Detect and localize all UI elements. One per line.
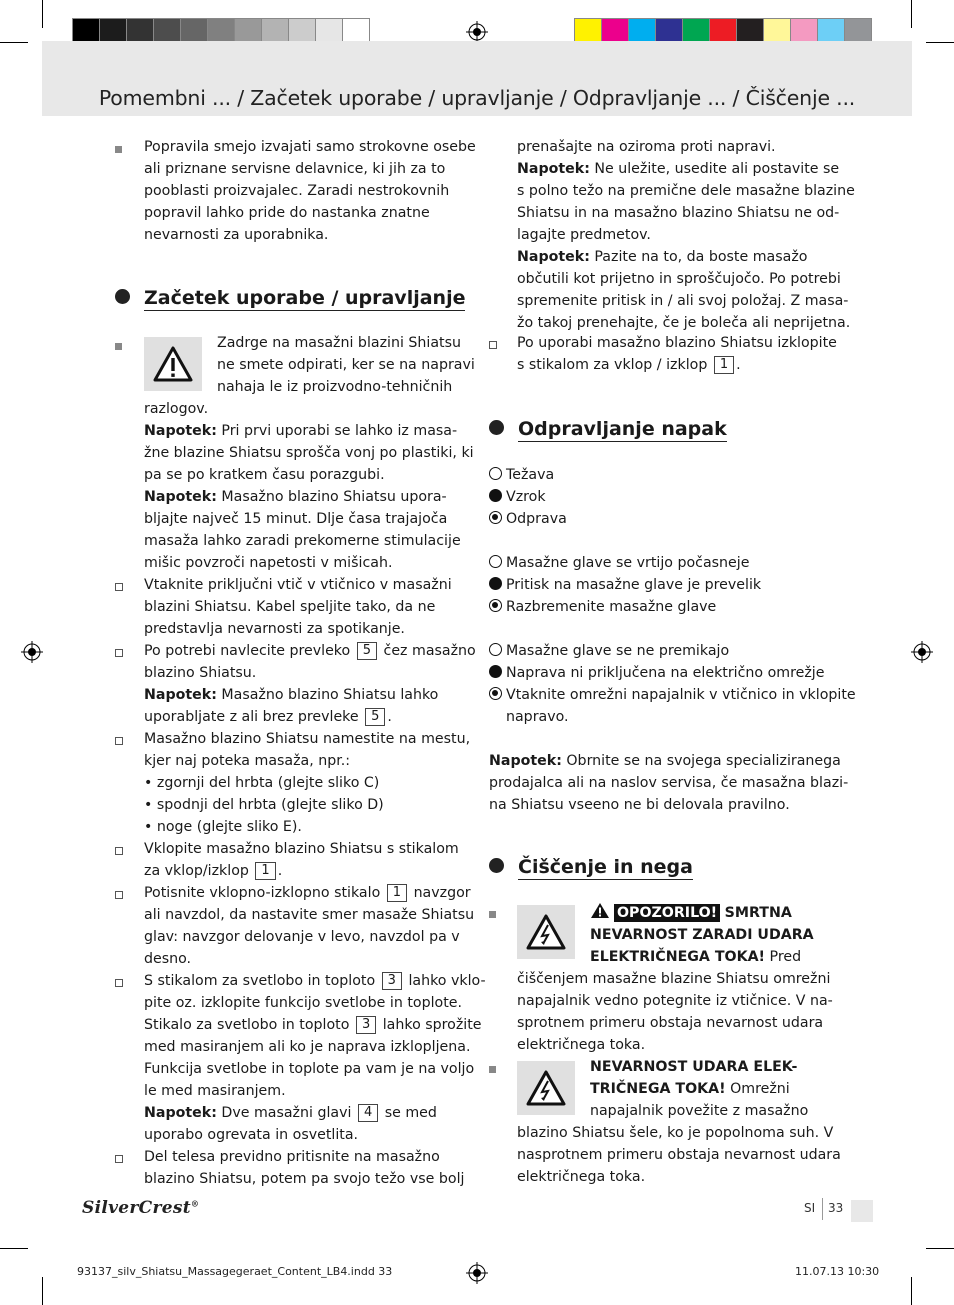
electric-warning-text: blazino Shiatsu šele, ko je popolnoma suh. V nasprotnem primeru obstaja nevarnost udara električnega toka. xyxy=(517,1125,841,1185)
section-heading-cleaning: Čiščenje in nega xyxy=(489,856,693,878)
crop-mark xyxy=(911,1277,912,1305)
language-code: SI xyxy=(804,1201,816,1215)
problem-circle-icon xyxy=(489,467,502,480)
registration-mark-icon xyxy=(466,21,488,43)
registration-mark-icon xyxy=(466,1262,488,1284)
section-heading-start: Začetek uporabe / upravljanje xyxy=(115,287,465,309)
electric-warning-text: čiščenjem masažne blazine Shiatsu omrežni napajalnik vedno potegnite iz vtičnice. V na- sprotnem primeru obstaja nevarnost udara električnega toka. xyxy=(517,971,833,1053)
solution-ring-icon xyxy=(489,599,502,612)
step-checkbox xyxy=(115,649,123,657)
registration-mark-icon xyxy=(911,641,933,663)
square-bullet xyxy=(489,911,496,918)
step-switch-off: Po uporabi masažno blazino Shiatsu izklopite s stikalom za vklop / izklop 1 . xyxy=(517,335,837,373)
step-checkbox xyxy=(115,847,123,855)
troubleshooting-item: Masažne glave se ne premikajo Naprava ni priključena na električno omrežje Vtaknite omrežni napajalnik v vtičnico in vklopite napravo. xyxy=(489,640,856,728)
troubleshooting-item: Masažne glave se vrtijo počasneje Pritisk na masažne glave je prevelik Razbremenite masažne glave xyxy=(489,552,761,618)
footer-divider xyxy=(822,1198,823,1220)
crop-mark xyxy=(911,0,912,28)
brand-logo: SilverCrest® xyxy=(82,1198,200,1218)
problem-circle-icon xyxy=(489,555,502,568)
crop-mark xyxy=(926,1248,954,1249)
crop-mark xyxy=(0,1248,28,1249)
warning-triangle-icon xyxy=(153,346,193,382)
step-checkbox xyxy=(115,1155,123,1163)
crop-mark xyxy=(42,0,43,28)
step-checkbox xyxy=(115,891,123,899)
section-bullet xyxy=(489,420,504,435)
step-checkbox xyxy=(115,737,123,745)
step-checkbox xyxy=(115,979,123,987)
step-switch-on: Vklopite masažno blazino Shiatsu s stikalom za vklop/izklop 1 . xyxy=(144,841,459,879)
slug-file: 93137_silv_Shiatsu_Massagegeraet_Content_LB4.indd 33 xyxy=(77,1265,393,1278)
warning-label: OPOZORILO! xyxy=(614,904,720,922)
electric-shock-warning-icon xyxy=(526,1070,566,1106)
crop-mark xyxy=(42,1277,43,1305)
step-placement: Masažno blazino Shiatsu namestite na mestu, kjer naj poteka masaža, npr.: • zgornji del hrbta (glejte sliko C) • spodnji del hrbta (glejte sliko D) • noge (glejte sliko E). xyxy=(144,731,471,835)
electric-warning-box xyxy=(517,1061,575,1115)
step-cover: Po potrebi navlecite prevleko 5 čez masažno blazino Shiatsu. Napotek: Masažno blazino Shiatsu lahko uporabljate z ali brez prevleke 5 . xyxy=(144,643,476,725)
page-title: Pomembni ... / Začetek uporabe / upravljanje / Odpravljanje ... / Čiščenje ... xyxy=(98,86,856,110)
warning-paragraph: razlogov. Napotek: Pri prvi uporabi se lahko iz masa- žne blazine Shiatsu sprošča vonj po plastiki, ki pa se po kratkem času porazgubi. Napotek: Masažno blazino Shiatsu upora- bljajte največ 15 minut. Dlje časa trajajoča masaža lahko zaradi prekomerne stimulacije mišic povzroči napetosti v mišicah. xyxy=(144,401,474,571)
troubleshooting-note: Napotek: Obrnite se na svojega specializiranega prodajalca ali na naslov servisa, če masažna blazi- na Shiatsu vseeno ne bi delovala pravilno. xyxy=(489,753,849,813)
intro-paragraph: Popravila smejo izvajati samo strokovne osebe ali priznane servisne delavnice, ki jih za to pooblasti proizvajalec. Zaradi nestrokovnih popravil lahko pride do nastanka znatne nevarnosti za uporabnika. xyxy=(144,139,476,243)
electric-shock-warning-icon xyxy=(526,914,566,950)
solution-ring-icon xyxy=(489,687,502,700)
step-press-body-continued: prenašajte na oziroma proti napravi. Napotek: Ne uležite, usedite ali postavite se s polno težo na premične dele masažne blazine Shiatsu in na masažno blazino Shiatsu ne od- lagajte predmetov. Napotek: Pazite na to, da boste masažo občutili kot prijetno in sproščujočo. Po potrebi spremenite pritisk in / ali svoj položaj. Z masa- žo takoj prenehajte, če je boleča ali neprijetna. xyxy=(517,139,855,331)
solution-ring-icon xyxy=(489,511,502,524)
warning-box xyxy=(144,337,202,391)
step-plug-in: Vtaknite priključni vtič v vtičnico v masažni blazini Shiatsu. Kabel speljite tako, da ne predstavlja nevarnosti za spotikanje. xyxy=(144,577,452,637)
crop-mark xyxy=(0,42,28,43)
square-bullet xyxy=(489,1066,496,1073)
troubleshooting-legend: Težava Vzrok Odprava xyxy=(489,464,567,530)
cause-dot-icon xyxy=(489,577,502,590)
square-bullet xyxy=(115,343,122,350)
section-heading-troubleshooting: Odpravljanje napak xyxy=(489,418,727,440)
step-light-heat: S stikalom za svetlobo in toploto 3 lahko vklo- pite oz. izklopite funkcijo svetlobe in toplote. Stikalo za svetlobo in toploto 3 lahko sprožite med masiranjem ali ko je naprava izklopljena. Funkcija svetlobe in toplote pa vam je na voljo le med masiranjem. Napotek: Dve masažni glavi 4 se med uporabo ogrevata in osvetlita. xyxy=(144,973,486,1143)
electric-warning-box xyxy=(517,905,575,959)
step-direction: Potisnite vklopno-izklopno stikalo 1 navzgor ali navzdol, da nastavite smer masaže Shiatsu glav: navzgor delovanje v levo, navzdol pa v desno. xyxy=(144,885,475,967)
registration-mark-icon xyxy=(21,641,43,663)
cause-dot-icon xyxy=(489,489,502,502)
page-tab xyxy=(851,1200,873,1222)
cause-dot-icon xyxy=(489,665,502,678)
page-number: 33 xyxy=(828,1201,844,1215)
step-checkbox xyxy=(115,583,123,591)
problem-circle-icon xyxy=(489,643,502,656)
section-bullet xyxy=(115,289,130,304)
section-bullet xyxy=(489,858,504,873)
crop-mark xyxy=(926,42,954,43)
step-checkbox xyxy=(489,341,497,349)
slug-date: 11.07.13 10:30 xyxy=(795,1265,880,1278)
warning-triangle-icon xyxy=(590,902,610,919)
square-bullet xyxy=(115,146,122,153)
step-press-body: Del telesa previdno pritisnite na masažno blazino Shiatsu, potem pa svojo težo vse bolj xyxy=(144,1149,465,1187)
